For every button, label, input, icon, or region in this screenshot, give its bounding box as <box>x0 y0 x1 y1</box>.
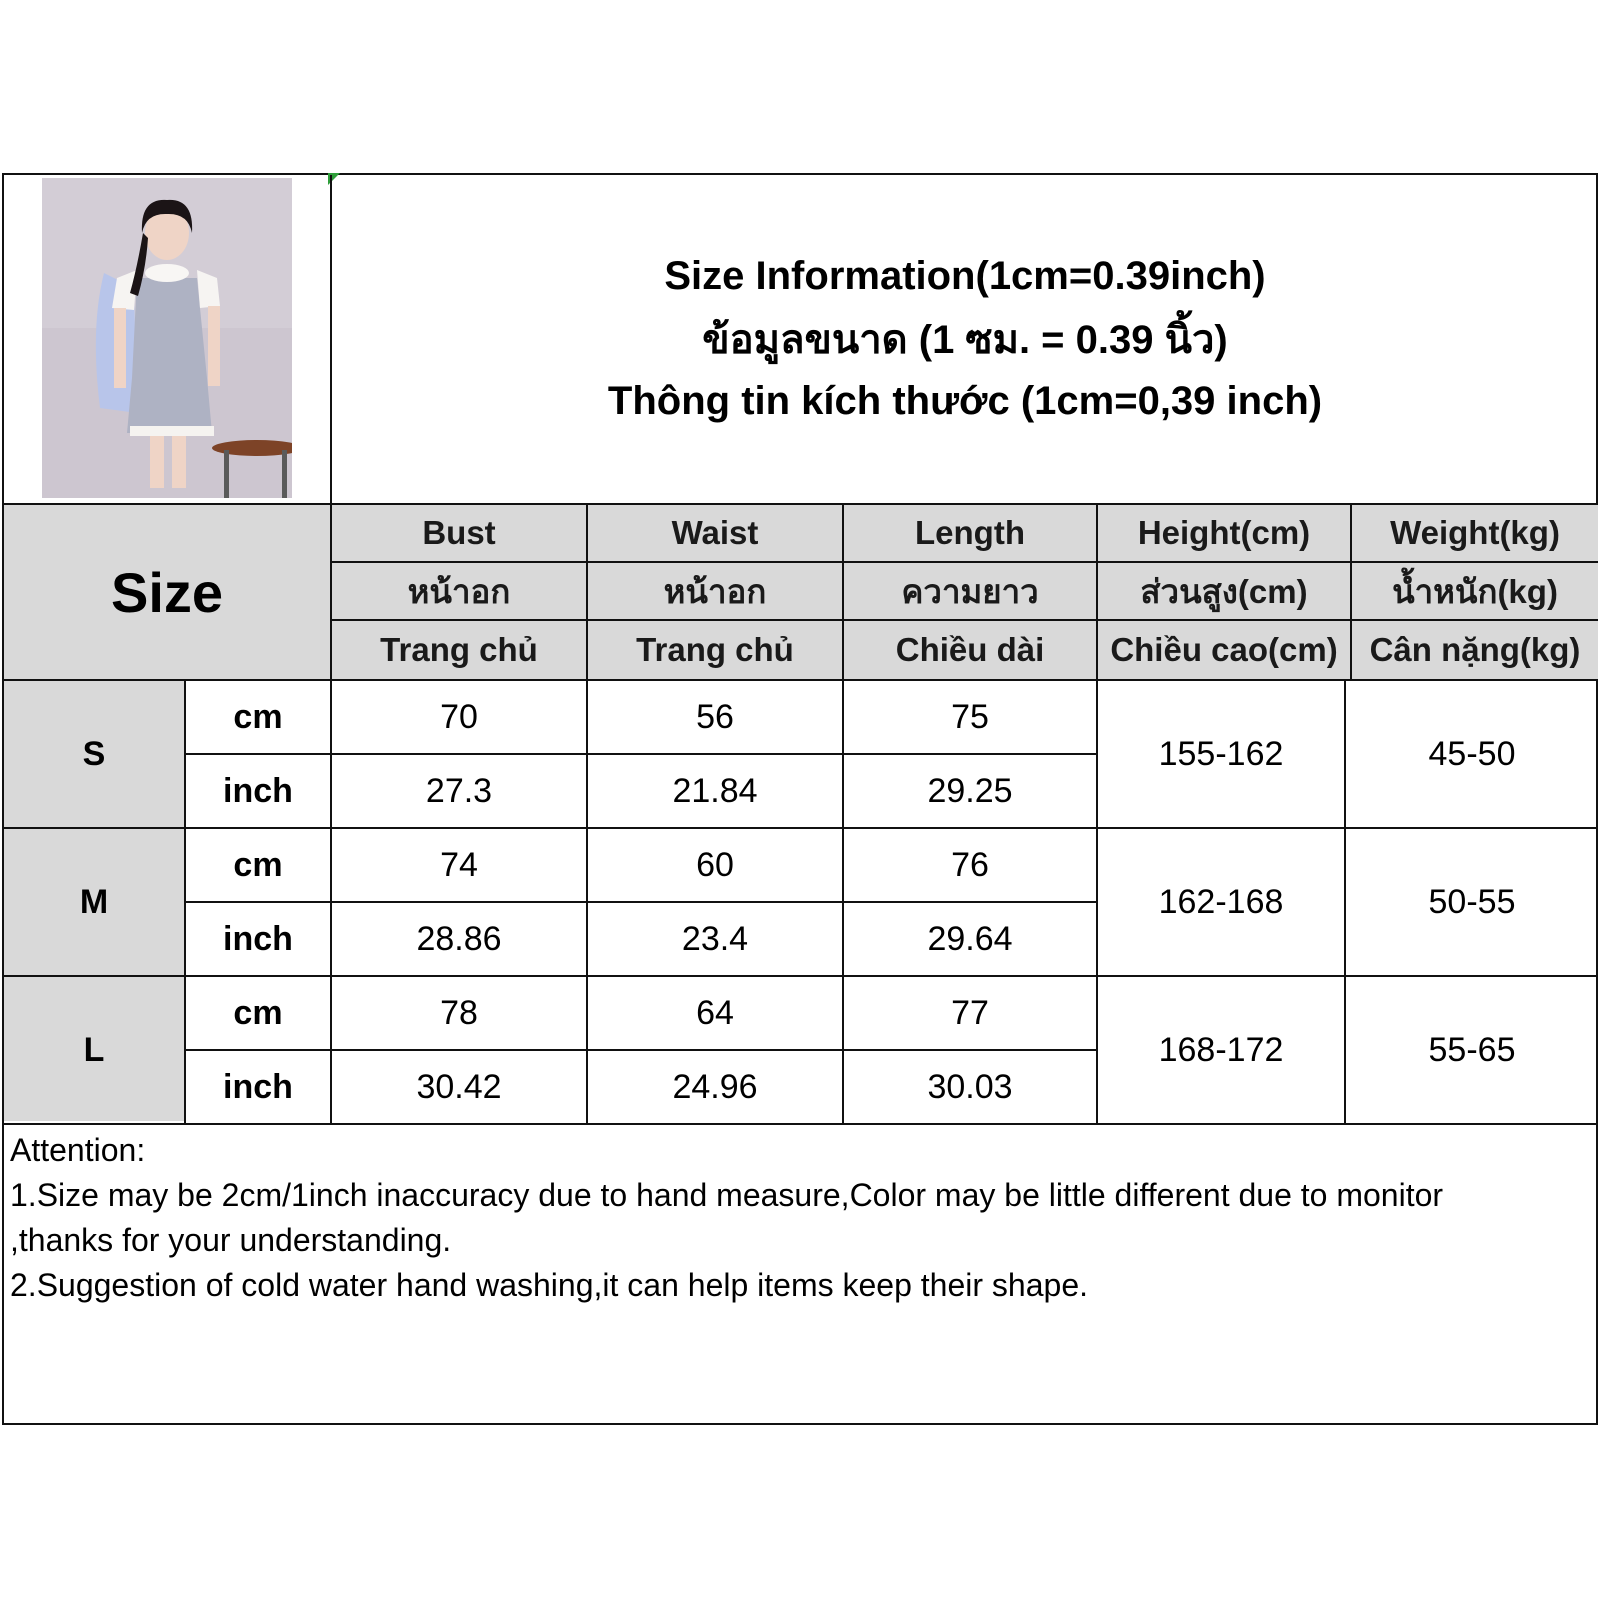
unit-cm: cm <box>233 993 283 1032</box>
title-vietnamese: Thông tin kích thước (1cm=0,39 inch) <box>607 379 1323 423</box>
col-length-vi: Chiều dài <box>895 631 1045 668</box>
col-waist-en: Waist <box>671 514 759 551</box>
l-bust-inch: 30.42 <box>416 1067 502 1106</box>
col-bust-en: Bust <box>422 514 496 551</box>
s-weight: 45-50 <box>1428 734 1516 773</box>
m-waist-cm: 60 <box>696 845 734 884</box>
size-chart-sheet <box>2 173 1598 1425</box>
title-english: Size Information(1cm=0.39inch) <box>664 254 1266 298</box>
s-waist-inch: 21.84 <box>672 771 758 810</box>
l-length-inch: 30.03 <box>927 1067 1013 1106</box>
m-length-inch: 29.64 <box>927 919 1013 958</box>
unit-inch: inch <box>223 1067 293 1106</box>
col-weight-th: น้ำหนัก(kg) <box>1392 572 1558 610</box>
col-waist-th: หน้าอก <box>663 572 767 610</box>
l-height: 168-172 <box>1158 1030 1284 1069</box>
row-size-m: M <box>79 882 109 921</box>
col-bust-vi: Trang chủ <box>380 631 538 668</box>
m-bust-cm: 74 <box>440 845 478 884</box>
s-length-inch: 29.25 <box>927 771 1013 810</box>
unit-cm: cm <box>233 845 283 884</box>
s-waist-cm: 56 <box>696 697 734 736</box>
col-length-th: ความยาว <box>901 572 1039 610</box>
notes-line-1: 1.Size may be 2cm/1inch inaccuracy due to hand measure,Color may be little different due to monitor <box>10 1177 1444 1213</box>
row-size-l: L <box>83 1030 105 1069</box>
notes-line-3: 2.Suggestion of cold water hand washing,it can help items keep their shape. <box>10 1267 1088 1303</box>
unit-cm: cm <box>233 697 283 736</box>
col-waist-vi: Trang chủ <box>636 631 794 668</box>
m-weight: 50-55 <box>1428 882 1516 921</box>
attention-notes <box>10 1128 1590 1308</box>
col-weight-en: Weight(kg) <box>1390 514 1560 551</box>
l-waist-cm: 64 <box>696 993 734 1032</box>
row-size-s: S <box>82 734 106 773</box>
unit-inch: inch <box>223 771 293 810</box>
col-weight-vi: Cân nặng(kg) <box>1369 631 1581 668</box>
unit-inch: inch <box>223 919 293 958</box>
m-length-cm: 76 <box>951 845 989 884</box>
col-height-en: Height(cm) <box>1137 514 1311 551</box>
l-bust-cm: 78 <box>440 993 478 1032</box>
col-height-th: ส่วนสูง(cm) <box>1140 572 1308 610</box>
size-header: Size <box>110 560 224 624</box>
col-bust-th: หน้าอก <box>407 572 511 610</box>
title-thai: ข้อมูลขนาด (1 ซม. = 0.39 นิ้ว) <box>702 318 1228 362</box>
notes-heading: Attention: <box>10 1132 146 1168</box>
m-height: 162-168 <box>1158 882 1284 921</box>
m-bust-inch: 28.86 <box>416 919 502 958</box>
col-length-en: Length <box>915 514 1025 551</box>
s-bust-inch: 27.3 <box>425 771 493 810</box>
m-waist-inch: 23.4 <box>681 919 749 958</box>
l-length-cm: 77 <box>951 993 989 1032</box>
s-length-cm: 75 <box>951 697 989 736</box>
col-height-vi: Chiều cao(cm) <box>1110 631 1338 668</box>
s-bust-cm: 70 <box>440 697 478 736</box>
l-waist-inch: 24.96 <box>672 1067 758 1106</box>
s-height: 155-162 <box>1158 734 1284 773</box>
l-weight: 55-65 <box>1428 1030 1516 1069</box>
notes-line-2: ,thanks for your understanding. <box>10 1222 452 1258</box>
